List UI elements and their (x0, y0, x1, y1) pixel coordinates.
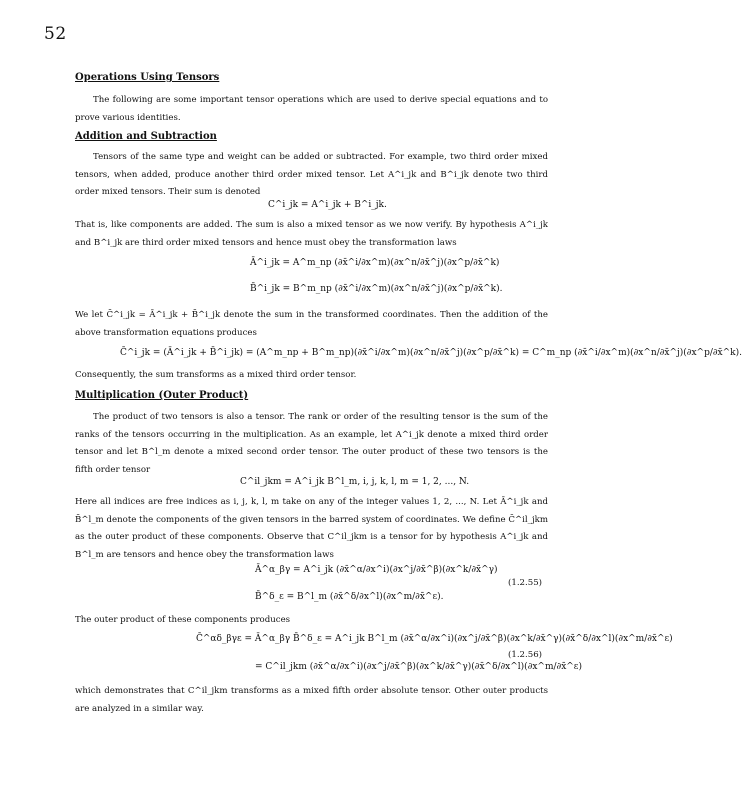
section-heading-operations: Operations Using Tensors (75, 72, 220, 83)
equation-outer-product: C^il_jkm = A^i_jk B^l_m, i, j, k, l, m = 1, 2, ..., N. (240, 477, 470, 487)
section-heading-multiplication: Multiplication (Outer Product) (75, 390, 249, 401)
equation-transform-delta: B̄^δ_ε = B^l_m (∂x̄^δ/∂x^l)(∂x^m/∂x̄^ε). (255, 592, 444, 602)
equation-transform-a: Ā^i_jk = A^m_np (∂x̄^i/∂x^m)(∂x^n/∂x̄^j)(∂x^p/∂x̄^k) (250, 258, 500, 268)
paragraph-addition-1: Tensors of the same type and weight can be added or subtracted. For example, two third order mixed tensors, when added, produce another third order mixed tensor. Let A^i_jk and B^i_jk denote two third order mixed tensors. Their sum is denoted (75, 152, 548, 197)
paragraph-addition-3: We let C̄^i_jk = Ā^i_jk + B̄^i_jk denote the sum in the transformed coordinates. Then the addition of the above transformation equations produces (75, 310, 548, 338)
paragraph-operations-intro: The following are some important tensor operations which are used to derive special equations and to prove various identities. (75, 95, 548, 123)
paragraph-multiplication-3: The outer product of these components produces (75, 615, 291, 625)
equation-outer-transform-b: = C^il_jkm (∂x̄^α/∂x^i)(∂x^j/∂x̄^β)(∂x^k/∂x̄^γ)(∂x̄^δ/∂x^l)(∂x^m/∂x̄^ε) (255, 662, 582, 672)
equation-number-1-2-56: (1.2.56) (508, 650, 543, 660)
page-number: 52 (44, 24, 67, 44)
paragraph-multiplication-2: Here all indices are free indices as i, j, k, l, m take on any of the integer values 1, 2, ..., N. Let Ā^i_jk and B̄^l_m denote the components of the given tensors in the barred system of coordinates. We define C̄^il_jkm as the outer product of these components. Observe that C^il_jkm is a tensor for by hypothesis A^i_jk and B^l_m are tensors and hence obey the transformation laws (75, 497, 548, 560)
equation-transform-b: B̄^i_jk = B^m_np (∂x̄^i/∂x^m)(∂x^n/∂x̄^j)(∂x^p/∂x̄^k). (250, 284, 503, 294)
equation-sum-definition: C^i_jk = A^i_jk + B^i_jk. (268, 200, 387, 210)
paragraph-multiplication-1: The product of two tensors is also a tensor. The rank or order of the resulting tensor is the sum of the ranks of the tensors occurring in the multiplication. As an example, let A^i_jk denote a mixed third order tensor and let B^l_m denote a mixed second order tensor. The outer product of these two tensors is the fifth order tensor (75, 412, 548, 475)
section-heading-addition: Addition and Subtraction (75, 131, 217, 142)
paragraph-multiplication-4: which demonstrates that C^il_jkm transforms as a mixed fifth order absolute tensor. Other outer products are analyzed in a similar way. (75, 686, 548, 714)
equation-transform-alpha: Ā^α_βγ = A^i_jk (∂x̄^α/∂x^i)(∂x^j/∂x̄^β)(∂x^k/∂x̄^γ) (255, 565, 498, 575)
paragraph-addition-4: Consequently, the sum transforms as a mixed third order tensor. (75, 370, 357, 380)
paragraph-addition-2: That is, like components are added. The sum is also a mixed tensor as we now verify. By hypothesis A^i_jk and B^i_jk are third order mixed tensors and hence must obey the transformation laws (75, 220, 548, 248)
equation-outer-transform-a: C̄^αδ_βγε = Ā^α_βγ B̄^δ_ε = A^i_jk B^l_m (∂x̄^α/∂x^i)(∂x^j/∂x̄^β)(∂x^k/∂x̄^γ)(∂x̄^δ/∂x^l)(∂x^m/∂x̄^ε) (196, 634, 673, 644)
equation-sum-transform: C̄^i_jk = (Ā^i_jk + B̄^i_jk) = (A^m_np + B^m_np)(∂x̄^i/∂x^m)(∂x^n/∂x̄^j)(∂x^p/∂x̄^k) = C^m_np (∂x̄^i/∂x^m)(∂x^n/∂x̄^j)(∂x^p/∂x̄^k). (120, 348, 742, 358)
equation-number-1-2-55: (1.2.55) (508, 578, 543, 588)
